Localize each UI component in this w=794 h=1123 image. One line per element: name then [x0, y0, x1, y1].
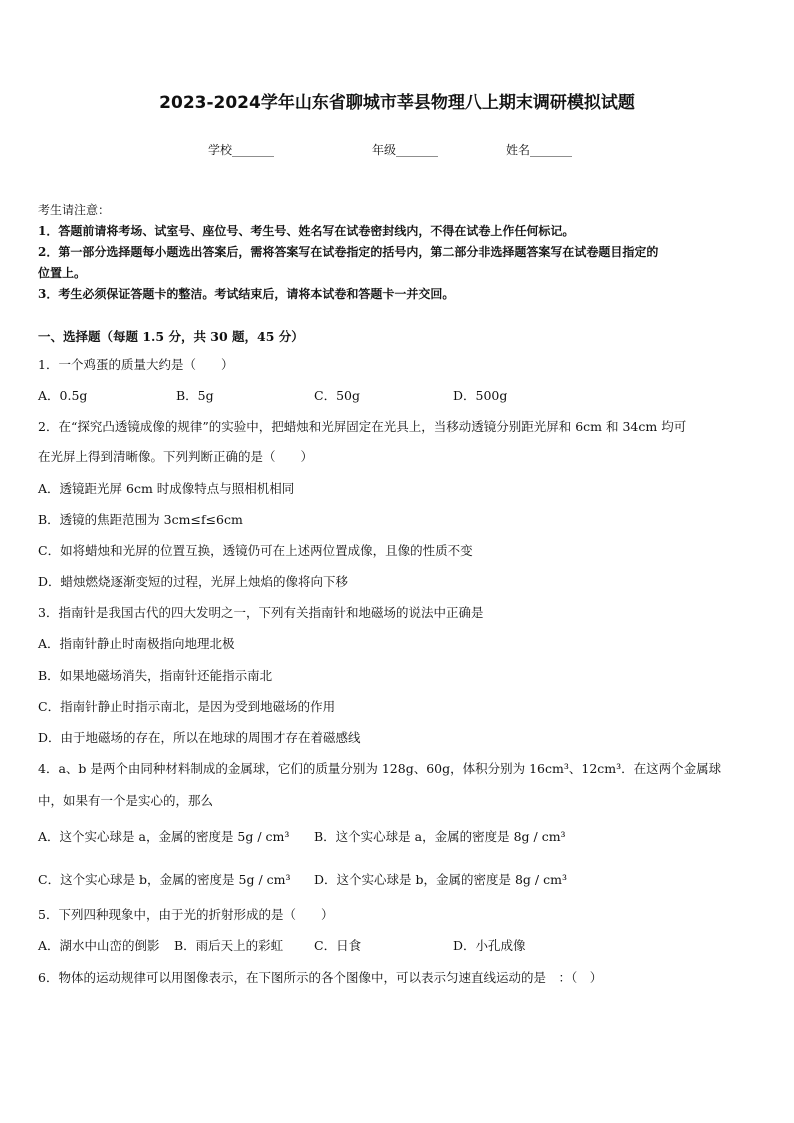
name-field: 姓名_______: [506, 143, 573, 157]
notice-heading: 考生请注意：: [38, 203, 111, 217]
q3-option-d: D．由于地磁场的存在，所以在地球的周围才存在着磁感线: [38, 730, 361, 745]
q3-option-b: B．如果地磁场消失，指南针还能指示南北: [38, 668, 273, 683]
notice-item: 位置上。: [38, 266, 87, 280]
q2-option-d: D．蜡烛燃烧逐渐变短的过程，光屏上烛焰的像将向下移: [38, 574, 349, 589]
question-3-stem: 3．指南针是我国古代的四大发明之一，下列有关指南针和地磁场的说法中正确是: [38, 605, 484, 620]
q4-option-a: A．这个实心球是 a，金属的密度是 5g / cm³: [38, 829, 290, 844]
question-4-stem-line1: 4．a、b 是两个由同种材料制成的金属球，它们的质量分别为 128g、60g，体积分别为 16cm³、12cm³．在这两个金属球: [38, 761, 722, 776]
q2-option-b: B．透镜的焦距范围为 3cm≤f≤6cm: [38, 512, 243, 527]
notice-item: 2．第一部分选择题每小题选出答案后，需将答案写在试卷指定的括号内，第二部分非选择题答案写在试卷题目指定的: [38, 245, 659, 259]
page-title: 2023-2024学年山东省聊城市莘县物理八上期末调研模拟试题: [159, 93, 635, 113]
q4-option-c: C．这个实心球是 b，金属的密度是 5g / cm³: [38, 872, 291, 887]
question-5-stem: 5．下列四种现象中，由于光的折射形成的是（ ）: [38, 907, 334, 922]
q5-option-b: B．雨后天上的彩虹: [174, 938, 284, 953]
q1-option-c: C．50g: [314, 388, 360, 403]
q3-option-c: C．指南针静止时指示南北，是因为受到地磁场的作用: [38, 699, 336, 714]
grade-field: 年级_______: [372, 143, 439, 157]
question-2-stem-line1: 2．在“探究凸透镜成像的规律”的实验中，把蜡烛和光屏固定在光具上，当移动透镜分别距光屏和 6cm 和 34cm 均可: [38, 419, 687, 434]
school-field: 学校_______: [208, 143, 275, 157]
q1-option-d: D．500g: [453, 388, 508, 403]
question-4-stem-line2: 中，如果有一个是实心的，那么: [38, 793, 214, 808]
question-1-stem: 1．一个鸡蛋的质量大约是（ ）: [38, 357, 234, 372]
notice-item: 3．考生必须保证答题卡的整洁。考试结束后，请将本试卷和答题卡一并交回。: [38, 287, 455, 301]
notice-block: [38, 200, 758, 305]
question-6-stem: 6．物体的运动规律可以用图像表示，在下图所示的各个图像中，可以表示匀速直线运动的是 ：（ ）: [38, 970, 603, 985]
q5-option-c: C．日食: [314, 938, 362, 953]
q5-option-d: D．小孔成像: [453, 938, 526, 953]
q2-option-c: C．如将蜡烛和光屏的位置互换，透镜仍可在上述两位置成像，且像的性质不变: [38, 543, 473, 558]
q4-option-d: D．这个实心球是 b，金属的密度是 8g / cm³: [314, 872, 567, 887]
notice-item: 1．答题前请将考场、试室号、座位号、考生号、姓名写在试卷密封线内，不得在试卷上作任何标记。: [38, 224, 575, 238]
question-2-stem-line2: 在光屏上得到清晰像。下列判断正确的是（ ）: [38, 449, 314, 464]
q1-option-b: B．5g: [176, 388, 214, 403]
q3-option-a: A．指南针静止时南极指向地理北极: [38, 636, 235, 651]
q4-option-b: B．这个实心球是 a，金属的密度是 8g / cm³: [314, 829, 566, 844]
q5-option-a: A．湖水中山峦的倒影: [38, 938, 160, 953]
q1-option-a: A．0.5g: [38, 388, 88, 403]
section-heading: 一、选择题（每题 1.5 分，共 30 题，45 分）: [38, 329, 304, 344]
q2-option-a: A．透镜距光屏 6cm 时成像特点与照相机相同: [38, 481, 295, 496]
